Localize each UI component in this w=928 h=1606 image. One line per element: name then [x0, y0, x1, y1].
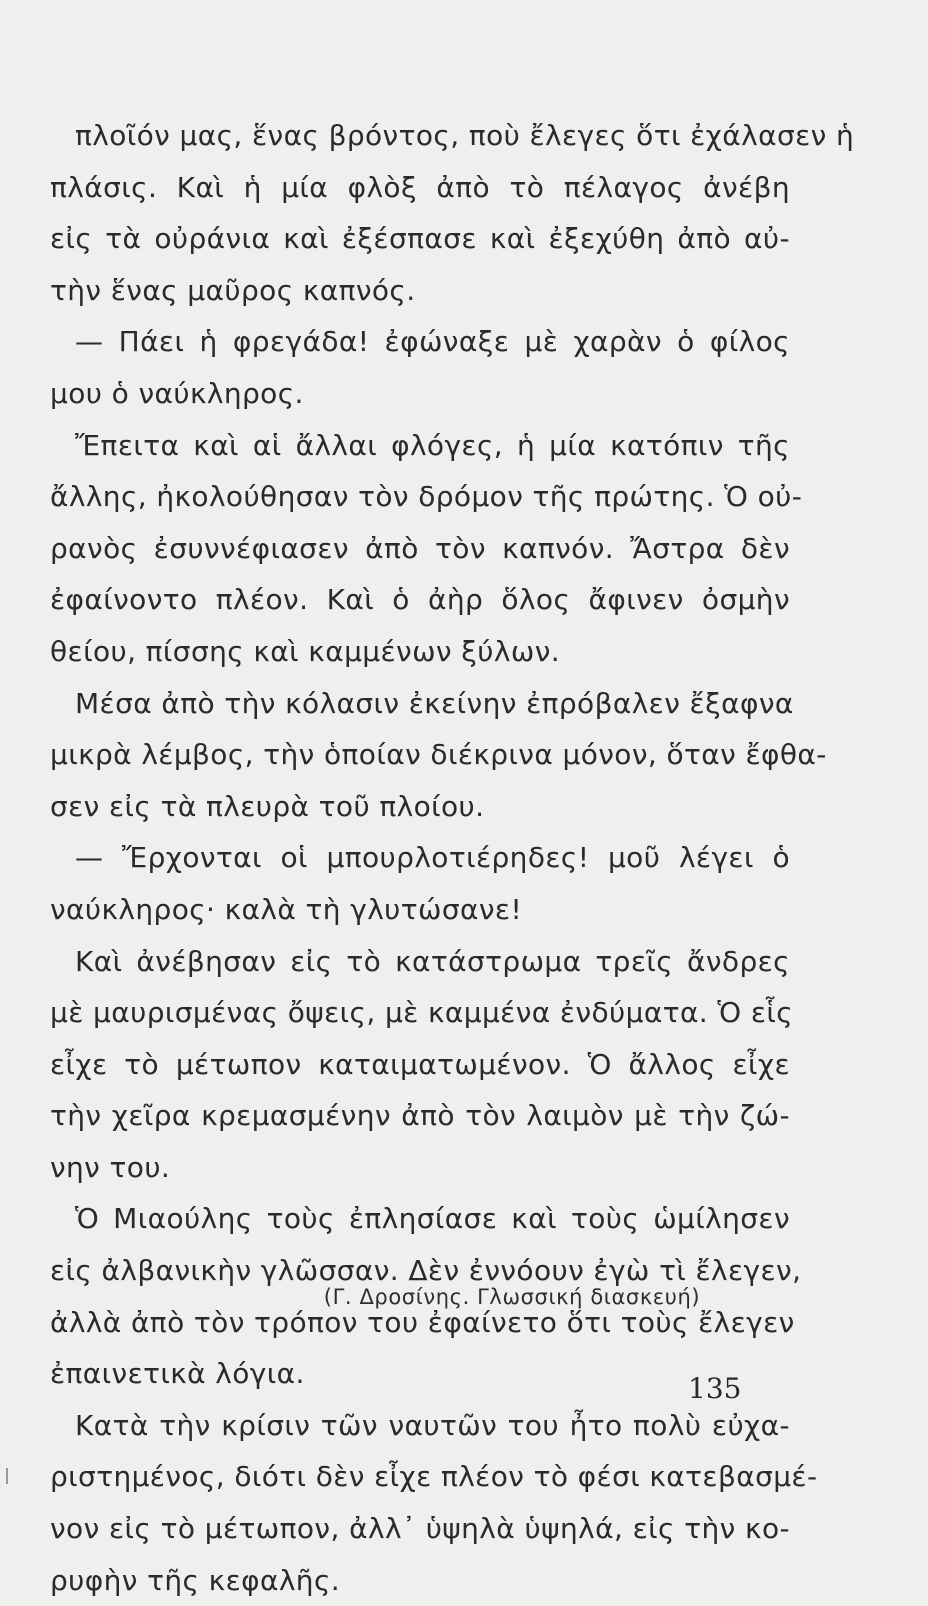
- text-line: Καὶ ἀνέβησαν εἰς τὸ κατάστρωμα τρεῖς ἄνδρες: [75, 944, 790, 978]
- text-line: ρυφὴν τῆς κεφαλῆς.: [50, 1563, 341, 1597]
- text-line: ἀλλὰ ἀπὸ τὸν τρόπον του ἐφαίνετο ὅτι τοὺς ἔλεγεν: [50, 1305, 795, 1339]
- text-line: εἰς τὰ οὐράνια καὶ ἐξέσπασε καὶ ἐξεχύθη ἀπὸ αὐ-: [50, 222, 790, 256]
- scan-edge-mark: [6, 1468, 8, 1484]
- text-line: νον εἰς τὸ μέτωπον, ἀλλ᾿ ὑψηλὰ ὑψηλά, εἰς τὴν κο-: [50, 1512, 790, 1546]
- text-line: νην του.: [50, 1150, 171, 1184]
- body-text: [50, 110, 855, 1606]
- text-line: Ἔπειτα καὶ αἱ ἄλλαι φλόγες, ἡ μία κατόπιν τῆς: [75, 428, 790, 462]
- page-number: 135: [688, 1372, 742, 1405]
- text-line: — Ἔρχονται οἱ μπουρλοτιέρηδες! μοῦ λέγει ὁ: [75, 841, 790, 875]
- text-line: ρανὸς ἐσυννέφιασεν ἀπὸ τὸν καπνόν. Ἄστρα δὲν: [50, 531, 790, 565]
- text-line: εἶχε τὸ μέτωπον καταιματωμένον. Ὁ ἄλλος εἶχε: [50, 1047, 790, 1081]
- text-line: θείου, πίσσης καὶ καμμένων ξύλων.: [50, 634, 561, 668]
- text-line: ναύκληρος· καλὰ τὴ γλυτώσανε!: [50, 892, 523, 926]
- text-line: ἐπαινετικὰ λόγια.: [50, 1357, 305, 1391]
- text-line: εἰς ἀλβανικὴν γλῶσσαν. Δὲν ἐννόουν ἐγὼ τὶ ἔλεγεν,: [50, 1254, 802, 1288]
- text-line: πλάσις. Καὶ ἡ μία φλὸξ ἀπὸ τὸ πέλαγος ἀνέβη: [50, 170, 790, 204]
- text-line: τὴν ἕνας μαῦρος καπνός.: [50, 273, 416, 307]
- text-line: Κατὰ τὴν κρίσιν τῶν ναυτῶν του ἦτο πολὺ εὐχα-: [75, 1408, 790, 1442]
- text-line: Μέσα ἀπὸ τὴν κόλασιν ἐκείνην ἐπρόβαλεν ἔξαφνα: [75, 686, 794, 720]
- text-line: σεν εἰς τὰ πλευρὰ τοῦ πλοίου.: [50, 789, 485, 823]
- text-line: μικρὰ λέμβος, τὴν ὁποίαν διέκρινα μόνον, ὅταν ἔφθα-: [50, 738, 827, 772]
- text-line: Ὁ Μιαούλης τοὺς ἐπλησίασε καὶ τοὺς ὡμίλησεν: [75, 1202, 790, 1236]
- text-line: τὴν χεῖρα κρεμασμένην ἀπὸ τὸν λαιμὸν μὲ τὴν ζώ-: [50, 1099, 790, 1133]
- text-line: μὲ μαυρισμένας ὄψεις, μὲ καμμένα ἐνδύματα. Ὁ εἷς: [50, 996, 794, 1030]
- text-line: — Πάει ἡ φρεγάδα! ἐφώναξε μὲ χαρὰν ὁ φίλος: [75, 325, 790, 359]
- text-line: ἐφαίνοντο πλέον. Καὶ ὁ ἀὴρ ὅλος ἄφινεν ὀσμὴν: [50, 583, 790, 617]
- text-line: ἄλλης, ἠκολούθησαν τὸν δρόμον τῆς πρώτης. Ὁ οὐ-: [50, 480, 803, 514]
- text-line: πλοῖόν μας, ἕνας βρόντος, ποὺ ἔλεγες ὅτι ἐχάλασεν ἡ: [75, 119, 855, 152]
- source-attribution: (Γ. Δροσίνης. Γλωσσική διασκευή): [323, 1285, 701, 1309]
- text-line: μου ὁ ναύκληρος.: [50, 376, 304, 410]
- text-line: ριστημένος, διότι δὲν εἶχε πλέον τὸ φέσι κατεβασμέ-: [50, 1460, 818, 1494]
